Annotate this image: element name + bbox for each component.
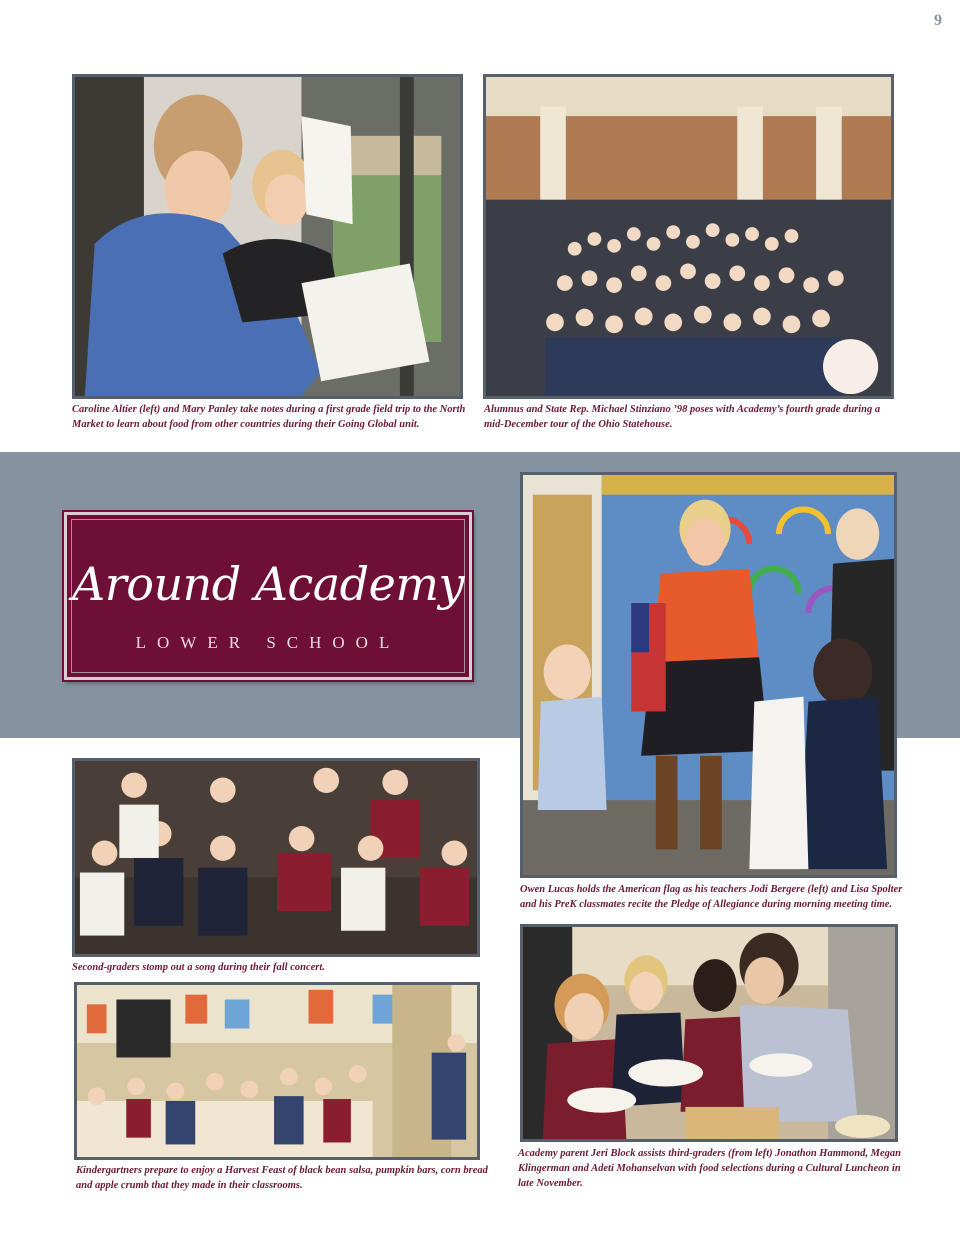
caption-harvest: Kindergartners prepare to enjoy a Harvest Feast of black bean salsa, pumpkin bars, corn bread and apple crumb that they made in their classrooms.: [76, 1165, 488, 1191]
photo-harvest: [74, 982, 480, 1160]
caption-statehouse: Alumnus and State Rep. Michael Stinziano ’98 poses with Academy’s fourth grade during a mid-December tour of the Ohio Statehouse.: [484, 404, 881, 430]
photo-concert: [72, 758, 480, 957]
caption-concert: Second-graders stomp out a song during their fall concert.: [72, 962, 325, 973]
banner-title: Around Academy: [72, 557, 464, 611]
caption-north-market: Caroline Altier (left) and Mary Panley take notes during a first grade field trip to the North Market to learn about food from other countries during their Going Global unit.: [72, 404, 466, 430]
banner-subtitle: LOWER SCHOOL: [135, 633, 401, 652]
photo-north-market: [72, 74, 463, 399]
caption-luncheon: Academy parent Jeri Block assists third-graders (from left) Jonathon Hammond, Megan Klingerman and Adeti Mohanselvan with food selections during a Cultural Luncheon in late November.: [518, 1148, 901, 1189]
photo-luncheon: [520, 924, 898, 1142]
caption-pledge: Owen Lucas holds the American flag as his teachers Jodi Bergere (left) and Lisa Spolter and his PreK classmates recite the Pledge of Allegiance during morning meeting time.: [520, 884, 903, 910]
photo-statehouse: [483, 74, 894, 399]
photo-pledge: [520, 472, 897, 878]
page-number: 9: [934, 12, 942, 29]
around-academy-banner: [64, 512, 472, 680]
